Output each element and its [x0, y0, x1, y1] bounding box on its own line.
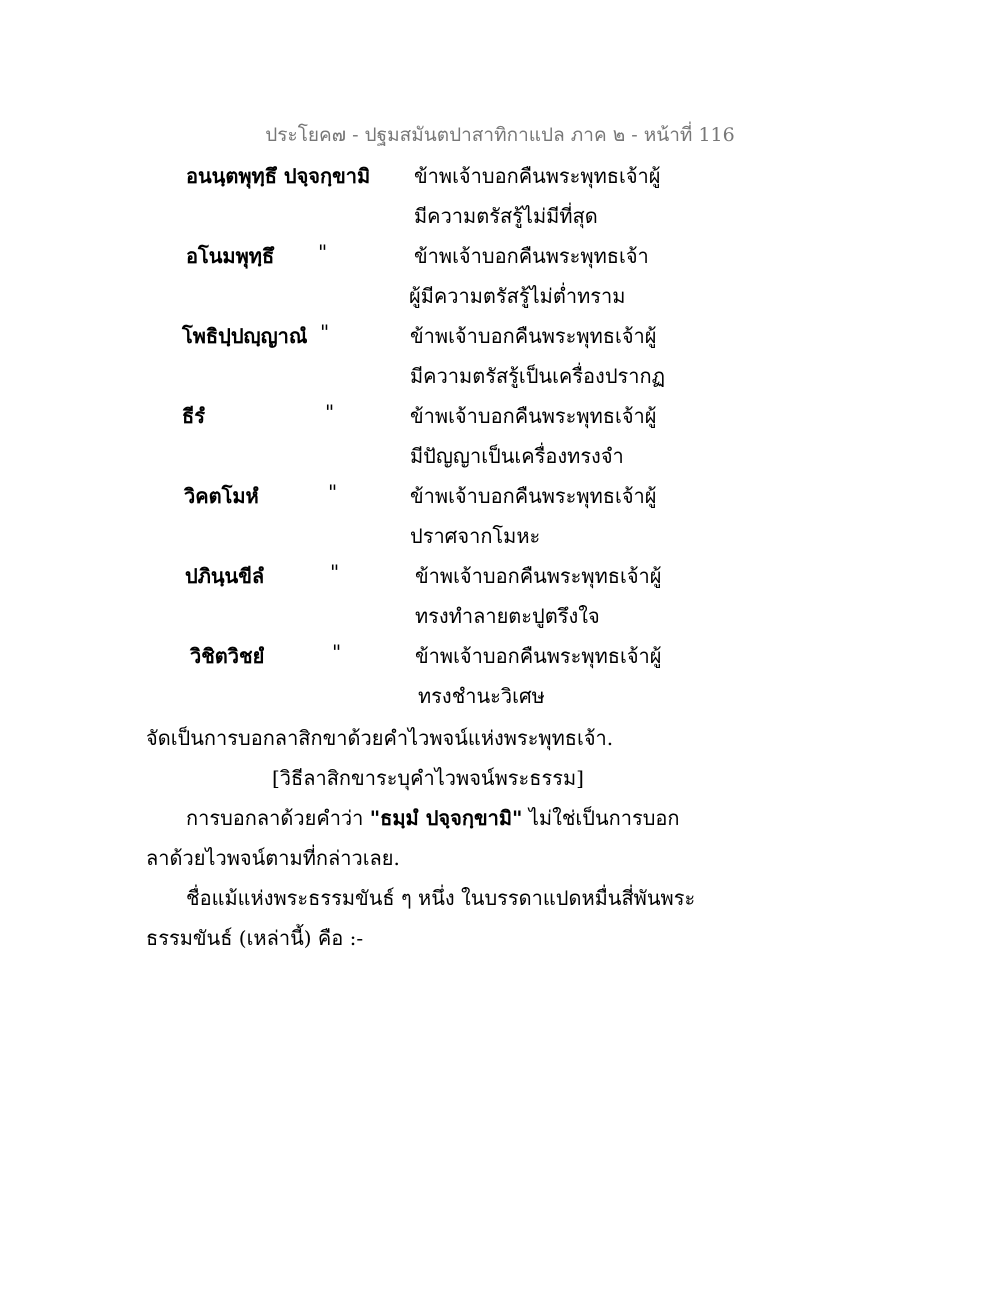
ditto-mark-7: "	[332, 640, 342, 664]
entry-meaning-5-line1: ข้าพเจ้าบอกคืนพระพุทธเจ้าผู้	[410, 484, 657, 508]
entry-meaning-2-line2: ผู้มีความตรัสรู้ไม่ต่ำทราม	[409, 284, 626, 308]
entry-meaning-5-line2: ปราศจากโมหะ	[410, 524, 541, 548]
entry-meaning-4-line2: มีปัญญาเป็นเครื่องทรงจำ	[410, 444, 624, 468]
ditto-mark-2: "	[318, 240, 328, 264]
summary-line: จัดเป็นการบอกลาสิกขาด้วยคำไวพจน์แห่งพระพุทธเจ้า.	[146, 726, 614, 750]
entry-meaning-7-line2: ทรงชำนะวิเศษ	[418, 684, 545, 708]
ditto-mark-5: "	[328, 480, 338, 504]
ditto-mark-4: "	[325, 400, 335, 424]
entry-meaning-6-line1: ข้าพเจ้าบอกคืนพระพุทธเจ้าผู้	[415, 564, 662, 588]
entry-term-3: โพธิปฺปญฺญาณํ	[182, 324, 308, 348]
entry-term-6: ปภินฺนขีลํ	[185, 564, 265, 588]
entry-meaning-7-line1: ข้าพเจ้าบอกคืนพระพุทธเจ้าผู้	[415, 644, 662, 668]
paragraph-2-line-2: ธรรมขันธ์ (เหล่านี้) คือ :-	[146, 926, 364, 950]
paragraph-1-line-2: ลาด้วยไวพจน์ตามที่กล่าวเลย.	[146, 846, 400, 870]
ditto-mark-3: "	[320, 320, 330, 344]
section-heading: [วิธีลาสิกขาระบุคำไวพจน์พระธรรม]	[272, 766, 584, 790]
paragraph-1-text-b: ไม่ใช่เป็นการบอก	[522, 806, 680, 830]
paragraph-1-line-1	[186, 802, 680, 834]
entry-term-5: วิคตโมหํ	[184, 484, 259, 508]
page-header: ประโยค๗ - ปฐมสมันตปาสาทิกาแปล ภาค ๒ - หน้าที่ 116	[265, 124, 735, 146]
ditto-mark-6: "	[330, 560, 340, 584]
paragraph-1-text-a: การบอกลาด้วยคำว่า	[186, 806, 370, 830]
entry-meaning-6-line2: ทรงทำลายตะปูตรึงใจ	[415, 604, 600, 628]
entry-term-4: ธีรํ	[182, 404, 205, 428]
entry-term-1: อนนฺตพุทฺธึ ปจฺจกฺขามิ	[186, 164, 371, 188]
entry-meaning-2-line1: ข้าพเจ้าบอกคืนพระพุทธเจ้า	[414, 244, 649, 268]
paragraph-2-line-1: ชื่อแม้แห่งพระธรรมขันธ์ ๆ หนึ่ง ในบรรดาแปดหมื่นสี่พันพระ	[186, 886, 696, 910]
entry-meaning-3-line1: ข้าพเจ้าบอกคืนพระพุทธเจ้าผู้	[410, 324, 657, 348]
entry-meaning-1-line2: มีความตรัสรู้ไม่มีที่สุด	[414, 204, 598, 228]
entry-term-2: อโนมพุทฺธึ	[186, 244, 275, 268]
entry-meaning-1-line1: ข้าพเจ้าบอกคืนพระพุทธเจ้าผู้	[414, 164, 661, 188]
entry-meaning-4-line1: ข้าพเจ้าบอกคืนพระพุทธเจ้าผู้	[410, 404, 657, 428]
quoted-phrase: "ธมฺมํ ปจฺจกฺขามิ"	[369, 806, 523, 830]
entry-meaning-3-line2: มีความตรัสรู้เป็นเครื่องปรากฏ	[410, 364, 666, 388]
entry-term-7: วิชิตวิชยํ	[190, 644, 265, 668]
